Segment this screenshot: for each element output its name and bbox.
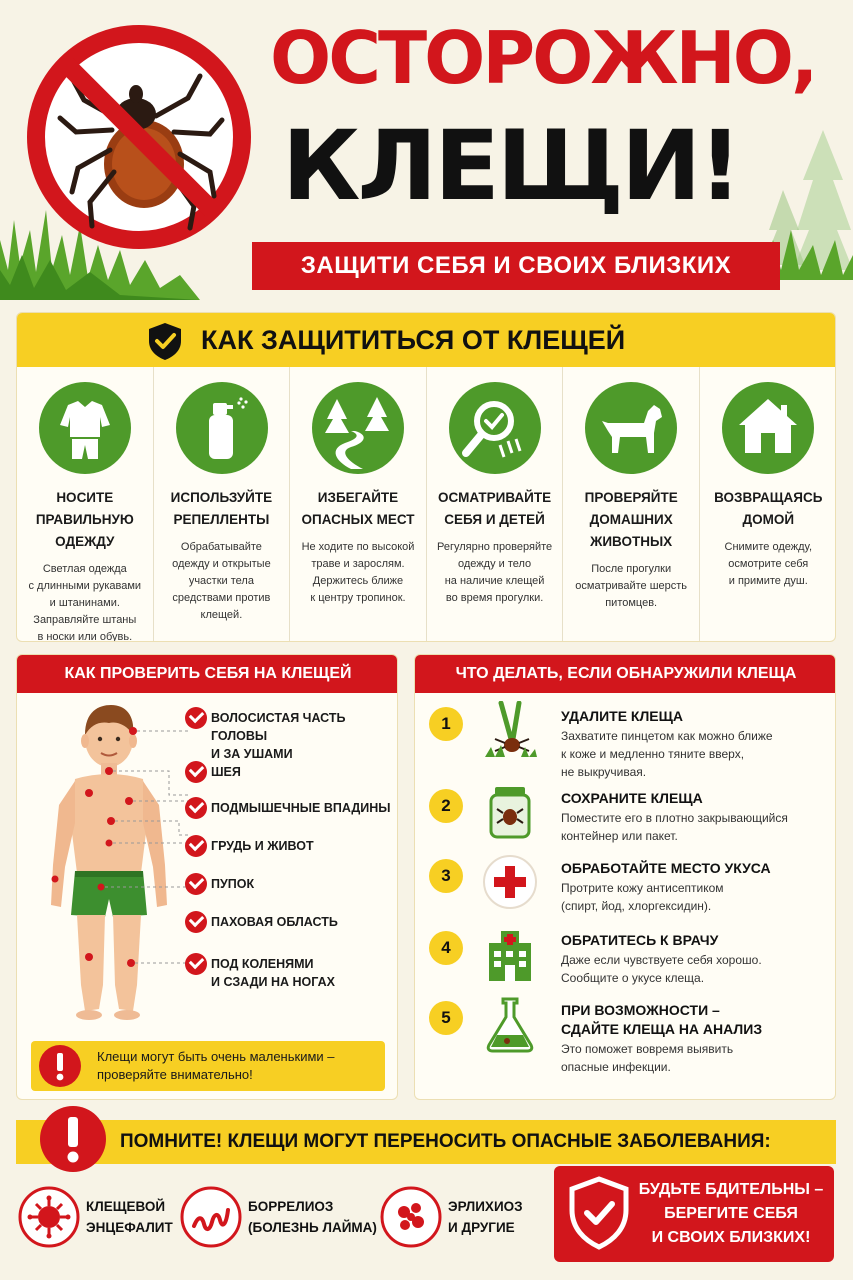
tip-title-line: ЖИВОТНЫХ [590, 534, 673, 549]
disease-name-line: И ДРУГИЕ [448, 1220, 515, 1235]
step-description-line: опасные инфекции. [561, 1060, 671, 1074]
step-description [561, 951, 762, 987]
step-title-line: УДАЛИТЕ КЛЕЩА [561, 708, 684, 724]
tip-description-line: Обрабатывайте [180, 541, 262, 553]
disease-item [180, 1182, 377, 1252]
tip-description-line: с длинными рукавами [28, 580, 142, 592]
tip-card [154, 367, 291, 642]
tip-description-line: Заправляйте штаны [33, 614, 137, 626]
tip-description-line: Регулярно проверяйте [437, 541, 553, 553]
tip-description-line: осмотрите себя [728, 558, 809, 570]
step-description-line: Даже если чувствуете себя хорошо. [561, 953, 762, 967]
disease-name-line: (БОЛЕЗНЬ ЛАЙМА) [248, 1220, 377, 1235]
tip-card [427, 367, 564, 642]
tip-title-line: ИСПОЛЬЗУЙТЕ [170, 490, 273, 505]
step-description-line: Поместите его в плотно закрывающийся [561, 811, 788, 825]
tip-description-line: осматривайте шерсть [575, 580, 688, 592]
disease-item [18, 1182, 188, 1252]
tip-description-line: Светлая одежда [42, 563, 127, 575]
body-spot-label-line: ШЕЯ [211, 765, 241, 779]
check-mark-icon [185, 707, 207, 729]
warning-line: Клещи могут быть очень маленькими – [97, 1049, 335, 1064]
tip-card [700, 367, 836, 642]
tip-title [567, 487, 695, 553]
tip-description [706, 539, 831, 590]
tip-description-line: Держитесь ближе [312, 575, 404, 587]
body-spot-label-line: ВОЛОСИСТАЯ ЧАСТЬ ГОЛОВЫ [211, 711, 346, 743]
step-item [415, 1001, 836, 1074]
vigilant-line: БЕРЕГИТЕ СЕБЯ [664, 1205, 798, 1222]
vigilant-text [638, 1178, 824, 1250]
found-header: ЧТО ДЕЛАТЬ, ЕСЛИ ОБНАРУЖИЛИ КЛЕЩА [415, 655, 836, 693]
body-spot-label-line: ПУПОК [211, 877, 255, 891]
repellent-spray-icon [175, 381, 269, 475]
exclamation-icon [38, 1104, 108, 1174]
tips-row [17, 367, 836, 642]
warning-line: проверяйте внимательно! [97, 1067, 253, 1082]
step-description [561, 1040, 733, 1076]
dog-icon [584, 381, 678, 475]
tip-title-line: ИЗБЕГАЙТЕ [317, 490, 399, 505]
body-spot-label-line: ГРУДЬ И ЖИВОТ [211, 839, 314, 853]
body-spot-label-line: ПОДМЫШЕЧНЫЕ ВПАДИНЫ [211, 801, 391, 815]
step-title-line: СДАЙТЕ КЛЕЩА НА АНАЛИЗ [561, 1021, 763, 1037]
shield-check-icon [145, 321, 185, 361]
tip-description-line: питомцев. [605, 597, 658, 609]
house-icon [721, 381, 815, 475]
step-description-line: Протрите кожу антисептиком [561, 881, 724, 895]
body-spot-label [211, 875, 254, 893]
tip-description-line: траве и зарослям. [311, 558, 405, 570]
tip-title-line: ДОМАШНИХ [589, 512, 673, 527]
step-description-line: (спирт, йод, хлоргексидин). [561, 899, 712, 913]
step-item [415, 931, 836, 1001]
tip-description-line: После прогулки [591, 563, 672, 575]
step-description-line: Это поможет вовремя выявить [561, 1042, 734, 1056]
tip-description-line: и примите душ. [728, 575, 808, 587]
warning-text [97, 1048, 335, 1084]
found-section [414, 654, 836, 1100]
tip-description-line: во время прогулки. [445, 592, 544, 604]
disease-item [380, 1182, 550, 1252]
step-title-line: ОБРАТИТЕСЬ К ВРАЧУ [561, 932, 719, 948]
step-title-line: СОХРАНИТЕ КЛЕЩА [561, 790, 703, 806]
tip-description-line: в носки или обувь. [37, 631, 133, 642]
step-item [415, 789, 836, 859]
shield-check-icon [568, 1176, 630, 1250]
tip-title [704, 487, 833, 531]
tip-title [294, 487, 422, 531]
tip-description [160, 539, 284, 624]
flask-icon [481, 995, 539, 1053]
step-description-line: контейнер или пакет. [561, 829, 678, 843]
tip-card [17, 367, 154, 642]
tip-description [296, 539, 420, 607]
spirochete-icon [180, 1186, 242, 1248]
step-description-line: к коже и медленно тяните вверх, [561, 747, 745, 761]
bottom-title: ПОМНИТЕ! КЛЕЩИ МОГУТ ПЕРЕНОСИТЬ ОПАСНЫЕ ЗАБОЛЕВАНИЯ: [120, 1131, 771, 1152]
disease-name [86, 1196, 173, 1238]
body-spot-label [211, 763, 241, 781]
disease-name-line: КЛЕЩЕВОЙ [86, 1199, 166, 1214]
protect-section [16, 312, 836, 642]
check-mark-icon [185, 953, 207, 975]
tip-description-line: к центру тропинок. [310, 592, 406, 604]
check-warning [31, 1041, 385, 1091]
tip-description-line: и штанинами. [49, 597, 120, 609]
disease-name-line: ЭНЦЕФАЛИТ [86, 1220, 173, 1235]
check-header: КАК ПРОВЕРИТЬ СЕБЯ НА КЛЕЩЕЙ [17, 655, 398, 693]
tip-title-line: ВОЗВРАЩАЯСЬ [714, 490, 823, 505]
step-number: 3 [429, 859, 463, 893]
tip-description-line: участки тела [188, 575, 254, 587]
tip-description-line: Снимите одежду, [724, 541, 812, 553]
step-description [561, 879, 724, 915]
check-mark-icon [185, 835, 207, 857]
check-mark-icon [185, 911, 207, 933]
step-number: 5 [429, 1001, 463, 1035]
disease-name-line: БОРРЕЛИОЗ [248, 1199, 334, 1214]
tip-title [158, 487, 286, 531]
tip-title-line: ОДЕЖДУ [55, 534, 115, 549]
hospital-icon [481, 925, 539, 983]
tip-title [21, 487, 149, 553]
body-spot-label [211, 913, 338, 931]
step-description-line: Сообщите о укусе клеща. [561, 971, 705, 985]
bacteria-icon [380, 1186, 442, 1248]
tip-title-line: ПРОВЕРЯЙТЕ [584, 490, 678, 505]
human-body-figure [29, 695, 189, 1025]
magnifier-icon [448, 381, 542, 475]
step-item [415, 707, 836, 777]
tip-description [569, 561, 693, 612]
title-line-2: КЛЕЩИ! [282, 110, 740, 222]
body-spot-label-line: И СЗАДИ НА НОГАХ [211, 975, 335, 989]
step-title-line: ПРИ ВОЗМОЖНОСТИ – [561, 1002, 720, 1018]
check-mark-icon [185, 761, 207, 783]
body-spot-label-line: ПОД КОЛЕНЯМИ [211, 957, 314, 971]
vigilant-badge [554, 1166, 834, 1262]
tip-card [290, 367, 427, 642]
tip-title-line: ОСМАТРИВАЙТЕ [438, 490, 552, 505]
tip-title [431, 487, 559, 531]
step-title [561, 707, 683, 726]
title-line-1: ОСТОРОЖНО, [270, 16, 816, 100]
no-tick-sign-icon [24, 22, 254, 252]
step-number: 2 [429, 789, 463, 823]
body-spot-label [211, 799, 391, 817]
header [0, 0, 853, 300]
title-box [256, 16, 816, 230]
disease-name [248, 1196, 377, 1238]
vigilant-line: И СВОИХ БЛИЗКИХ! [651, 1229, 811, 1246]
check-section [16, 654, 398, 1100]
vigilant-line: БУДЬТЕ БДИТЕЛЬНЫ – [638, 1181, 824, 1198]
step-title [561, 789, 703, 808]
jar-icon [481, 783, 539, 841]
tip-description [433, 539, 557, 607]
exclamation-icon [37, 1043, 83, 1089]
clothing-icon [38, 381, 132, 475]
check-mark-icon [185, 873, 207, 895]
check-mark-icon [185, 797, 207, 819]
body-spot-label [211, 837, 314, 855]
protect-title: КАК ЗАЩИТИТЬСЯ ОТ КЛЕЩЕЙ [201, 325, 626, 355]
step-number: 4 [429, 931, 463, 965]
tip-description [23, 561, 147, 642]
forest-path-icon [311, 381, 405, 475]
tip-title-line: ПРАВИЛЬНУЮ [35, 512, 134, 527]
tip-description-line: на наличие клещей [444, 575, 545, 587]
disease-name-line: ЭРЛИХИОЗ [448, 1199, 523, 1214]
tip-description-line: средствами против [172, 592, 271, 604]
first-aid-icon [481, 853, 539, 911]
tip-description-line: одежду и тело [458, 558, 532, 570]
step-description-line: Захватите пинцетом как можно ближе [561, 729, 773, 743]
step-description [561, 809, 788, 845]
tip-description-line: Не ходите по высокой [301, 541, 415, 553]
virus-icon [18, 1186, 80, 1248]
body-spot-label-line: ПАХОВАЯ ОБЛАСТЬ [211, 915, 338, 929]
step-title-line: ОБРАБОТАЙТЕ МЕСТО УКУСА [561, 860, 771, 876]
step-title [561, 859, 771, 878]
tip-card [563, 367, 700, 642]
body-spot-label [211, 709, 397, 763]
subtitle-band: ЗАЩИТИ СЕБЯ И СВОИХ БЛИЗКИХ [252, 242, 780, 290]
tip-title-line: НОСИТЕ [56, 490, 114, 505]
tip-description-line: одежду и открытые [172, 558, 271, 570]
protect-header [17, 313, 836, 367]
tweezers-tick-icon [481, 701, 539, 759]
step-item [415, 859, 836, 929]
tip-title-line: РЕПЕЛЛЕНТЫ [173, 512, 270, 527]
tip-title-line: СЕБЯ И ДЕТЕЙ [444, 512, 545, 527]
step-description-line: не выкручивая. [561, 765, 647, 779]
tip-title-line: ОПАСНЫХ МЕСТ [301, 512, 415, 527]
body-spot-label-line: И ЗА УШАМИ [211, 747, 293, 761]
step-title [561, 1001, 762, 1039]
tip-title-line: ДОМОЙ [742, 512, 795, 527]
tip-description-line: клещей. [200, 609, 243, 621]
step-title [561, 931, 718, 950]
body-spot-label [211, 955, 335, 991]
step-number: 1 [429, 707, 463, 741]
disease-name [448, 1196, 523, 1238]
step-description [561, 727, 773, 781]
